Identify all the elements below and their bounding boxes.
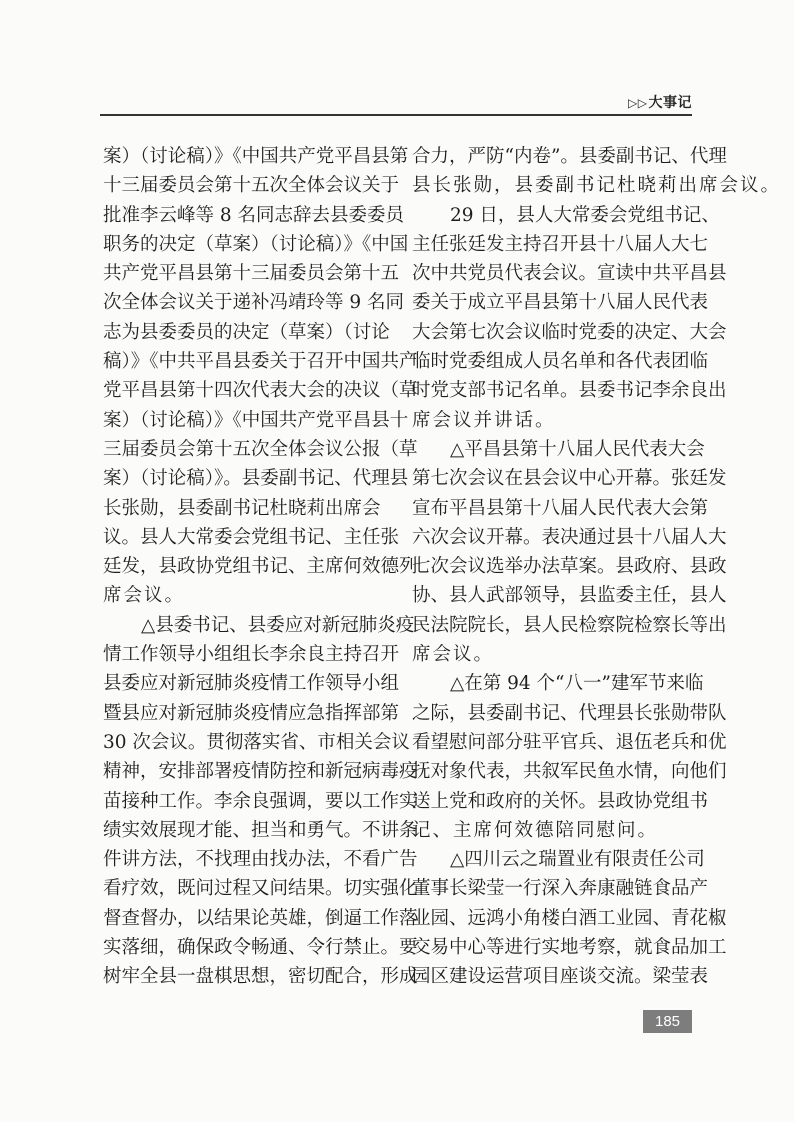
text-line: 精神，安排部署疫情防控和新冠病毒疫: [103, 761, 418, 783]
text-line: 七次会议选举办法草案。县政府、县政: [412, 556, 727, 578]
text-line: 职务的决定（草案）（讨论稿）》《中国: [103, 233, 409, 255]
text-line: 29 日，县人大常委会党组书记、: [450, 204, 720, 226]
text-line: 之际，县委副书记、代理县长张勋带队: [412, 702, 727, 724]
text-line: 大会第七次会议临时党委的决定、大会: [412, 321, 727, 343]
text-line: 案）（讨论稿）》《中国共产党平昌县十: [103, 409, 409, 431]
text-line: 次全体会议关于递补冯靖玲等 9 名同: [103, 292, 405, 314]
text-line: 案）（讨论稿）》《中国共产党平昌县第: [103, 146, 409, 167]
text-line: △四川云之瑞置业有限责任公司: [450, 849, 705, 871]
text-line: 情工作领导小组组长李余良主持召开: [103, 644, 400, 666]
text-line: 案）（讨论稿）》。县委副书记、代理县: [103, 468, 409, 490]
section-title: 大事记: [648, 95, 692, 111]
text-line: 共产党平昌县第十三届委员会第十五: [103, 263, 400, 285]
text-line: 六次会议开幕。表决通过县十八届人大: [412, 526, 727, 548]
text-line: 件讲方法，不找理由找办法，不看广告: [103, 849, 418, 871]
text-line: 稿）》《中共平昌县委关于召开中国共产: [103, 351, 418, 373]
text-line: 苗接种工作。李余良强调，要以工作实: [103, 790, 418, 812]
text-line: 30 次会议。贯彻落实省、市相关会议: [103, 731, 410, 753]
text-line: 暨县应对新冠肺炎疫情应急指挥部第: [103, 702, 400, 724]
text-line: 委关于成立平昌县第十八届人民代表: [412, 292, 709, 314]
text-line: 次中共党员代表会议。宣读中共平昌县: [412, 263, 727, 285]
text-line: 记、主席何效德陪同慰问。: [412, 819, 659, 841]
text-line: △平昌县第十八届人民代表大会: [450, 438, 705, 460]
text-line: 看疗效，既问过程又问结果。切实强化: [103, 878, 418, 900]
text-line: 议。县人大常委会党组书记、主任张: [103, 526, 400, 548]
running-header: [628, 92, 692, 112]
text-line: 业园、远鸿小角楼白酒工业园、青花椒: [412, 907, 727, 929]
text-line: 树牢全县一盘棋思想，密切配合，形成: [103, 966, 418, 988]
text-line: 园区建设运营项目座谈交流。梁莹表: [412, 966, 709, 988]
text-line: 县长张勋，县委副书记杜晓莉出席会议。: [412, 175, 782, 197]
text-line: 送上党和政府的关怀。县政协党组书: [412, 790, 709, 812]
text-line: 县委应对新冠肺炎疫情工作领导小组: [103, 673, 400, 695]
text-line: 宣布平昌县第十八届人民代表大会第: [412, 497, 709, 519]
page-number: 185: [643, 1010, 692, 1033]
text-line: 三届委员会第十五次全体会议公报（草: [103, 438, 418, 460]
text-line: 批准李云峰等 8 名同志辞去县委委员: [103, 204, 405, 226]
text-line: 时党支部书记名单。县委书记李余良出: [412, 380, 727, 402]
text-line: 第七次会议在县会议中心开幕。张廷发: [412, 468, 727, 490]
text-line: 廷发，县政协党组书记、主席何效德列: [103, 556, 418, 578]
text-line: 协、县人武部领导，县监委主任，县人: [412, 585, 727, 607]
text-line: 主任张廷发主持召开县十八届人大七: [412, 233, 709, 255]
text-line: 实落细，确保政令畅通、令行禁止。要: [103, 937, 418, 959]
left-column: [103, 142, 418, 992]
text-line: 席会议。: [412, 644, 495, 666]
text-line: 绩实效展现才能、担当和勇气。不讲条: [103, 819, 418, 841]
text-line: 民法院院长，县人民检察院检察长等出: [412, 614, 727, 636]
double-triangle-icon: ▷▷: [628, 96, 648, 110]
text-line: 席会议。: [103, 585, 186, 607]
text-line: 董事长梁莹一行深入奔康融链食品产: [412, 878, 709, 900]
text-line: 十三届委员会第十五次全体会议关于: [103, 175, 400, 197]
header-rule: [100, 114, 692, 116]
text-line: 志为县委委员的决定（草案）（讨论: [103, 321, 390, 343]
text-line: 看望慰问部分驻平官兵、退伍老兵和优: [412, 731, 727, 753]
text-line: 督查督办，以结果论英雄，倒逼工作落: [103, 907, 418, 929]
right-column: [412, 142, 782, 992]
text-line: △在第 94 个“八一”建军节来临: [450, 673, 704, 695]
text-line: 临时党委组成人员名单和各代表团临: [412, 351, 709, 373]
text-line: 合力，严防“内卷”。县委副书记、代理: [412, 146, 727, 167]
text-line: 交易中心等进行实地考察，就食品加工: [412, 937, 727, 959]
text-line: 席会议并讲话。: [412, 409, 556, 431]
text-line: 长张勋，县委副书记杜晓莉出席会: [103, 497, 381, 519]
text-line: 党平昌县第十四次代表大会的决议（草: [103, 380, 418, 402]
text-line: 抚对象代表，共叙军民鱼水情，向他们: [412, 761, 727, 783]
text-line: △县委书记、县委应对新冠肺炎疫: [141, 614, 415, 636]
